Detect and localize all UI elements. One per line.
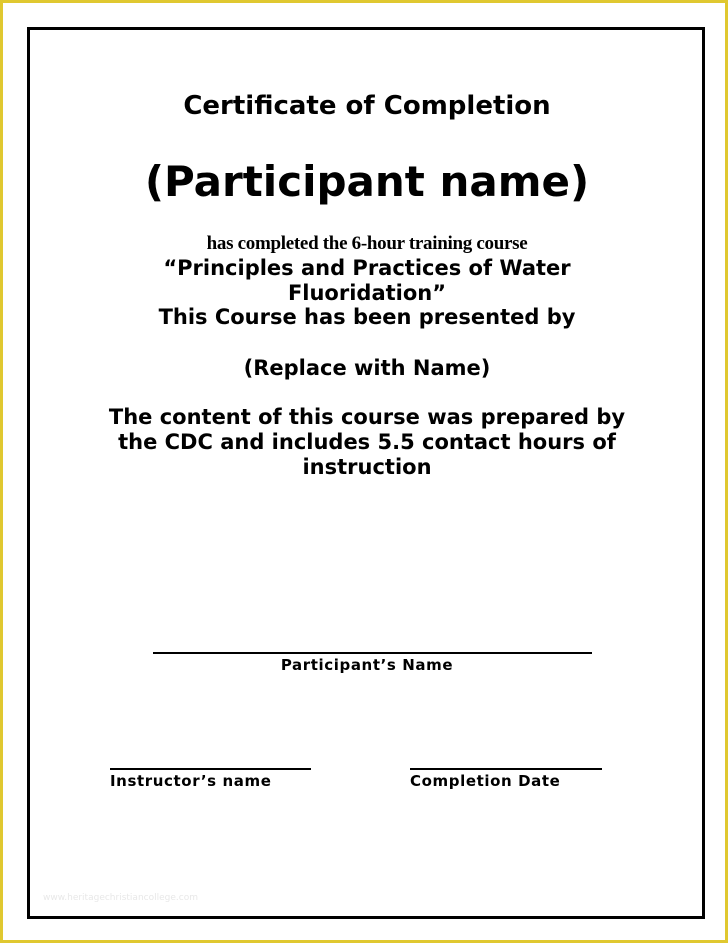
participant-signature-line bbox=[153, 652, 592, 654]
instructor-name-label: Instructor’s name bbox=[110, 772, 272, 790]
course-name: “Principles and Practices of Water Fluoridation” bbox=[163, 256, 571, 305]
completion-date-label: Completion Date bbox=[410, 772, 561, 790]
presenter-name-placeholder: (Replace with Name) bbox=[243, 356, 491, 380]
participant-name-label: Participant’s Name bbox=[280, 656, 454, 674]
course-content-note: The content of this course was prepared by the CDC and includes 5.5 contact hours of instruction bbox=[108, 405, 626, 479]
completed-course-line: has completed the 6-hour training course bbox=[206, 233, 528, 254]
certificate-title: Certificate of Completion bbox=[183, 91, 551, 121]
completion-date-line bbox=[410, 768, 602, 770]
participant-name-placeholder: (Participant name) bbox=[144, 157, 590, 206]
presented-by-line: This Course has been presented by bbox=[158, 305, 576, 329]
instructor-signature-line bbox=[110, 768, 311, 770]
watermark-text: www.heritagechristiancollege.com bbox=[43, 893, 198, 903]
